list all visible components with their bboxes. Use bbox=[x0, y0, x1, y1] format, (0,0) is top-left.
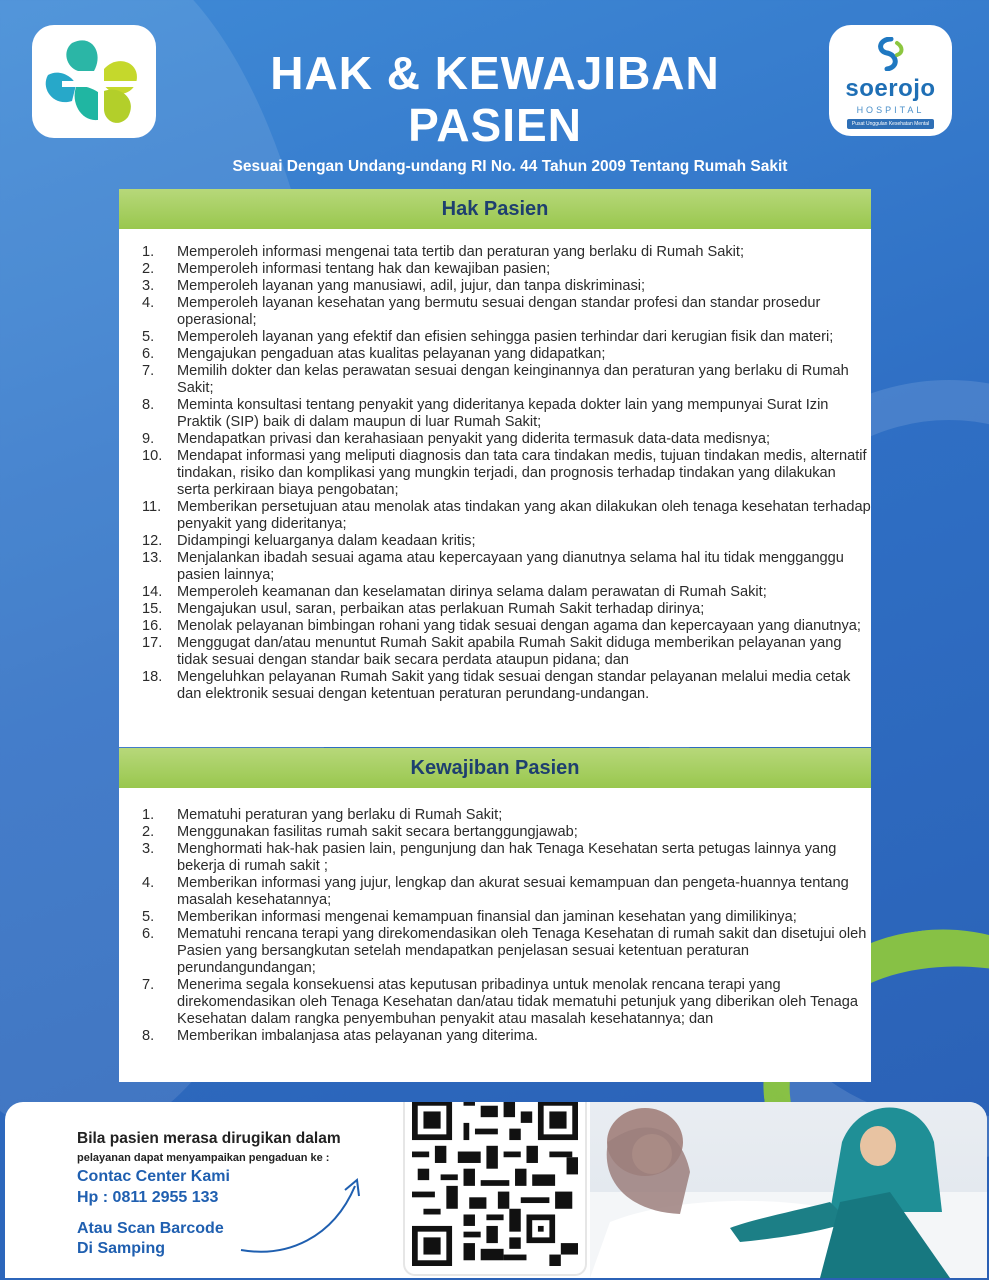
hak-item-text: Menolak pelayanan bimbingan rohani yang tidak sesuai dengan agama dan kepercayaan yang dianutnya; bbox=[177, 618, 861, 634]
hak-item-number: 6. bbox=[142, 346, 155, 362]
kemenkes-logo bbox=[32, 25, 156, 138]
patient-nurse-photo bbox=[590, 1102, 987, 1278]
hak-item-text: Mendapat informasi yang meliputi diagnosis dan tata cara tindakan medis, tujuan tindakan medis, alternatif tindakan, risiko dan komplikasi yang mungkin terjadi, dan prognosis terhadap tindakan yang dilakukan serta perkiraan biaya pengobatan; bbox=[177, 448, 867, 498]
hak-item bbox=[119, 431, 871, 448]
hak-item-text: Memberikan persetujuan atau menolak atas tindakan yang akan dilakukan oleh tenaga kesehatan terhadap penyakit yang dideritanya; bbox=[177, 499, 871, 532]
kewajiban-item-text: Memberikan informasi yang jujur, lengkap dan akurat sesuai kemampuan dan pengeta-huannya tentang masalah kesehatannya; bbox=[177, 875, 849, 908]
kewajiban-item-number: 5. bbox=[142, 909, 155, 925]
hak-item bbox=[119, 329, 871, 346]
scan-barcode-label: Atau Scan Barcode bbox=[77, 1220, 224, 1237]
title-line-1: HAK & KEWAJIBAN bbox=[270, 47, 720, 99]
hak-item-text: Didampingi keluarganya dalam keadaan kritis; bbox=[177, 533, 476, 549]
kewajiban-item-text: Mematuhi rencana terapi yang direkomendasikan oleh Tenaga Kesehatan di rumah sakit dan disetujui oleh Pasien yang bersangkutan setelah mendapatkan penjelasan sesuai ketentuan peraturan perundangundangan; bbox=[177, 926, 867, 976]
hak-item-number: 5. bbox=[142, 329, 155, 345]
kewajiban-pasien-heading: Kewajiban Pasien bbox=[119, 748, 871, 788]
kewajiban-item-number: 4. bbox=[142, 875, 155, 891]
page-title bbox=[170, 48, 820, 151]
kewajiban-item-text: Menerima segala konsekuensi atas keputusan pribadinya untuk menolak rencana terapi yang direkomendasikan oleh Tenaga Kesehatan dan/atau tidak mematuhi petunjuk yang diberikan oleh Tenaga Kesehatan dalam rangka penyembuhan penyakit atau masalah kesehatannya; dan bbox=[177, 977, 858, 1027]
hak-item-number: 13. bbox=[142, 550, 163, 566]
kewajiban-pasien-list bbox=[119, 788, 871, 1045]
hak-item bbox=[119, 244, 871, 261]
hak-item bbox=[119, 635, 871, 669]
hak-item-text: Memperoleh informasi tentang hak dan kewajiban pasien; bbox=[177, 261, 551, 277]
hak-item-text: Meminta konsultasi tentang penyakit yang dideritanya kepada dokter lain yang mempunyai Surat Izin Praktik (SIP) baik di dalam maupun di luar Rumah Sakit; bbox=[177, 397, 829, 430]
hak-item-text: Memperoleh informasi mengenai tata tertib dan peraturan yang berlaku di Rumah Sakit; bbox=[177, 244, 745, 260]
soerojo-wordmark: soerojo bbox=[845, 75, 936, 102]
clover-logo-icon bbox=[32, 25, 156, 138]
hak-item-text: Memperoleh layanan yang manusiawi, adil, jujur, dan tanpa diskriminasi; bbox=[177, 278, 646, 294]
kewajiban-item bbox=[119, 977, 871, 1028]
contact-phone[interactable]: Hp : 0811 2955 133 bbox=[77, 1189, 219, 1206]
soerojo-mark-icon bbox=[871, 37, 911, 71]
kewajiban-item-number: 3. bbox=[142, 841, 155, 857]
contact-center-label: Contac Center Kami bbox=[77, 1168, 230, 1185]
hak-item-number: 2. bbox=[142, 261, 155, 277]
hak-item-text: Mengeluhkan pelayanan Rumah Sakit yang tidak sesuai dengan standar pelayanan melalui media cetak dan elektronik sesuai dengan ketentuan peraturan perundang-undangan. bbox=[177, 669, 851, 702]
hak-item-number: 10. bbox=[142, 448, 163, 464]
hak-item bbox=[119, 584, 871, 601]
hak-item-text: Mengajukan pengaduan atas kualitas pelayanan yang didapatkan; bbox=[177, 346, 606, 362]
hak-item bbox=[119, 448, 871, 499]
hak-item bbox=[119, 295, 871, 329]
hak-item-number: 1. bbox=[142, 244, 155, 260]
hak-item-text: Mengajukan usul, saran, perbaikan atas perlakuan Rumah Sakit terhadap dirinya; bbox=[177, 601, 705, 617]
scan-barcode-sublabel: Di Samping bbox=[77, 1240, 166, 1257]
kewajiban-item-number: 7. bbox=[142, 977, 155, 993]
hak-item-number: 16. bbox=[142, 618, 163, 634]
kewajiban-item bbox=[119, 926, 871, 977]
soerojo-tagline: Pusat Unggulan Kesehatan Mental Integratif bbox=[847, 119, 934, 129]
hak-item-number: 18. bbox=[142, 669, 163, 685]
kewajiban-item bbox=[119, 909, 871, 926]
kewajiban-item-text: Memberikan informasi mengenai kemampuan finansial dan jaminan kesehatan yang dimilikinya; bbox=[177, 909, 797, 925]
hak-item-number: 14. bbox=[142, 584, 163, 600]
kewajiban-item-number: 8. bbox=[142, 1028, 155, 1044]
kewajiban-item-text: Menghormati hak-hak pasien lain, pengunjung dan hak Tenaga Kesehatan serta petugas lainnya yang bekerja di rumah sakit ; bbox=[177, 841, 837, 874]
title-line-2: PASIEN bbox=[408, 98, 582, 151]
hak-item bbox=[119, 550, 871, 584]
hak-item-number: 4. bbox=[142, 295, 155, 311]
hak-pasien-heading: Hak Pasien bbox=[119, 189, 871, 229]
hak-item bbox=[119, 397, 871, 431]
hak-item bbox=[119, 278, 871, 295]
nurse-with-patient-illustration bbox=[590, 1102, 987, 1278]
hak-item bbox=[119, 499, 871, 533]
hak-pasien-panel bbox=[119, 189, 871, 747]
kewajiban-pasien-panel bbox=[119, 748, 871, 1082]
kewajiban-item bbox=[119, 841, 871, 875]
hak-item-number: 17. bbox=[142, 635, 163, 651]
contact-intro-subline: pelayanan dapat menyampaikan pengaduan ke : bbox=[77, 1152, 330, 1164]
hak-pasien-list bbox=[119, 229, 871, 703]
qr-code-icon bbox=[412, 1102, 578, 1266]
kewajiban-item bbox=[119, 1028, 871, 1045]
hak-item bbox=[119, 533, 871, 550]
hak-item-text: Mendapatkan privasi dan kerahasiaan penyakit yang diderita termasuk data-data medisnya; bbox=[177, 431, 771, 447]
hak-item bbox=[119, 346, 871, 363]
curved-arrow-icon bbox=[237, 1172, 367, 1262]
soerojo-hospital-logo bbox=[829, 25, 952, 136]
kewajiban-item bbox=[119, 824, 871, 841]
hak-item bbox=[119, 618, 871, 635]
qr-code[interactable] bbox=[405, 1102, 585, 1274]
hak-item bbox=[119, 601, 871, 618]
hak-item-text: Memperoleh keamanan dan keselamatan dirinya selama dalam perawatan di Rumah Sakit; bbox=[177, 584, 767, 600]
kewajiban-item-number: 6. bbox=[142, 926, 155, 942]
hak-item-number: 3. bbox=[142, 278, 155, 294]
kewajiban-item-text: Mematuhi peraturan yang berlaku di Rumah Sakit; bbox=[177, 807, 503, 823]
hak-item-text: Memilih dokter dan kelas perawatan sesuai dengan keinginannya dan peraturan yang berlaku di Rumah Sakit; bbox=[177, 363, 849, 396]
contact-section bbox=[5, 1102, 987, 1278]
hak-item-number: 9. bbox=[142, 431, 155, 447]
kewajiban-item-number: 2. bbox=[142, 824, 155, 840]
hak-item-number: 7. bbox=[142, 363, 155, 379]
hak-item-number: 8. bbox=[142, 397, 155, 413]
kewajiban-item bbox=[119, 875, 871, 909]
kewajiban-item-text: Menggunakan fasilitas rumah sakit secara bertanggungjawab; bbox=[177, 824, 578, 840]
kewajiban-item-number: 1. bbox=[142, 807, 155, 823]
hak-item-text: Menggugat dan/atau menuntut Rumah Sakit apabila Rumah Sakit diduga memberikan pelayanan yang tidak sesuai dengan standar baik secara perdata ataupun pidana; dan bbox=[177, 635, 842, 668]
kewajiban-item-text: Memberikan imbalanjasa atas pelayanan yang diterima. bbox=[177, 1028, 538, 1044]
hak-item bbox=[119, 363, 871, 397]
hak-item-number: 15. bbox=[142, 601, 163, 617]
hak-item bbox=[119, 669, 871, 703]
page-subtitle: Sesuai Dengan Undang-undang RI No. 44 Tahun 2009 Tentang Rumah Sakit bbox=[232, 158, 788, 175]
kewajiban-item bbox=[119, 807, 871, 824]
hak-item-text: Memperoleh layanan kesehatan yang bermutu sesuai dengan standar profesi dan standar prosedur operasional; bbox=[177, 295, 821, 328]
soerojo-hospital-label: HOSPITAL bbox=[856, 105, 925, 115]
hak-item-number: 12. bbox=[142, 533, 163, 549]
hak-item-number: 11. bbox=[142, 499, 162, 515]
hak-item-text: Menjalankan ibadah sesuai agama atau kepercayaan yang dianutnya selama hal itu tidak mengganggu pasien lainnya; bbox=[177, 550, 844, 583]
contact-intro-line: Bila pasien merasa dirugikan dalam bbox=[77, 1130, 341, 1147]
hak-item-text: Memperoleh layanan yang efektif dan efisien sehingga pasien terhindar dari kerugian fisik dan materi; bbox=[177, 329, 834, 345]
hak-item bbox=[119, 261, 871, 278]
